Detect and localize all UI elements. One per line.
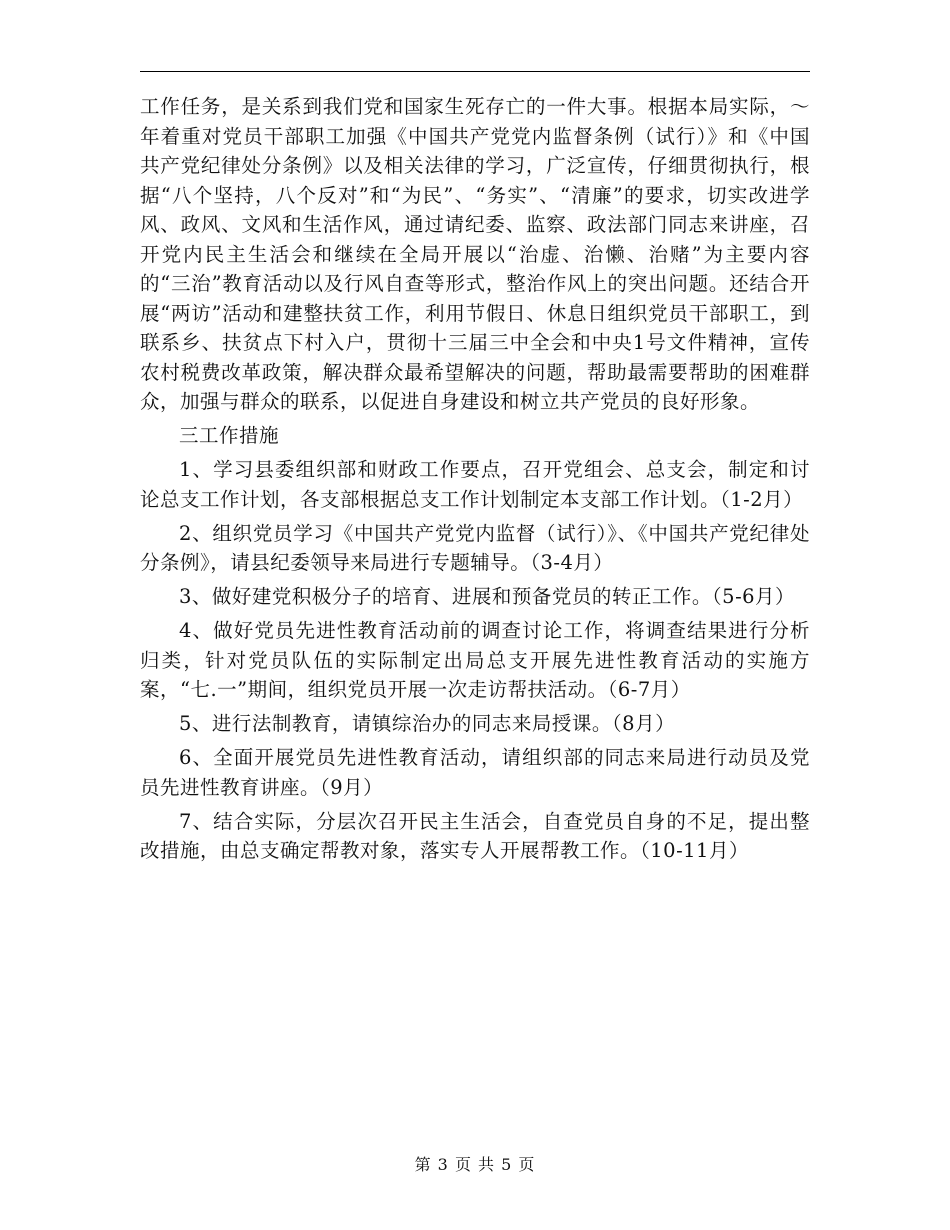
measure-item-7: 7、结合实际，分层次召开民主生活会，自查党员自身的不足，提出整改措施，由总支确定帮教对象，落实专人开展帮教工作。（10-11月） [140,809,810,862]
document-body [140,92,810,870]
measure-item-1: 1、学习县委组织部和财政工作要点，召开党组会、总支会，制定和讨论总支工作计划，各支部根据总支工作计划制定本支部工作计划。（1-2月） [140,458,810,511]
measure-item-5: 5、进行法制教育，请镇综治办的同志来局授课。（8月） [179,712,676,735]
measure-item-4: 4、做好党员先进性教育活动前的调查讨论工作，将调查结果进行分析归类，针对党员队伍的实际制定出局总支开展先进性教育活动的实施方案，“七.一”期间，组织党员开展一次走访帮扶活动。（6-7月） [140,619,810,701]
header-rule [140,71,810,72]
measure-item-6: 6、全面开展党员先进性教育活动，请组织部的同志来局进行动员及党员先进性教育讲座。（9月） [140,746,810,799]
page-footer: 第 3 页 共 5 页 [414,1155,536,1174]
section-heading-measures: 三工作措施 [179,424,280,447]
measure-item-2: 2、组织党员学习《中国共产党党内监督（试行）》、《中国共产党纪律处分条例》，请县纪委领导来局进行专题辅导。（3-4月） [140,521,810,574]
measure-item-3: 3、做好建党积极分子的培育、进展和预备党员的转正工作。（5-6月） [179,585,796,608]
body-paragraph-continued: 工作任务，是关系到我们党和国家生死存亡的一件大事。根据本局实际，～年着重对党员干部职工加强《中国共产党党内监督条例（试行）》和《中国共产党纪律处分条例》以及相关法律的学习，广泛宣传，仔细贯彻执行，根据“八个坚持，八个反对”和“为民”、“务实”、“清廉”的要求，切实改进学风、政风、文风和生活作风，通过请纪委、监察、政法部门同志来讲座，召开党内民主生活会和继续在全局开展以“治虚、治懒、治赌”为主要内容的“三治”教育活动以及行风自查等形式，整治作风上的突出问题。还结合开展“两访”活动和建整扶贫工作，利用节假日、休息日组织党员干部职工，到联系乡、扶贫点下村入户，贯彻十三届三中全会和中央1号文件精神，宣传农村税费改革政策，解决群众最希望解决的问题，帮助最需要帮助的困难群众，加强与群众的联系，以促进自身建设和树立共产党员的良好形象。 [140,95,810,413]
